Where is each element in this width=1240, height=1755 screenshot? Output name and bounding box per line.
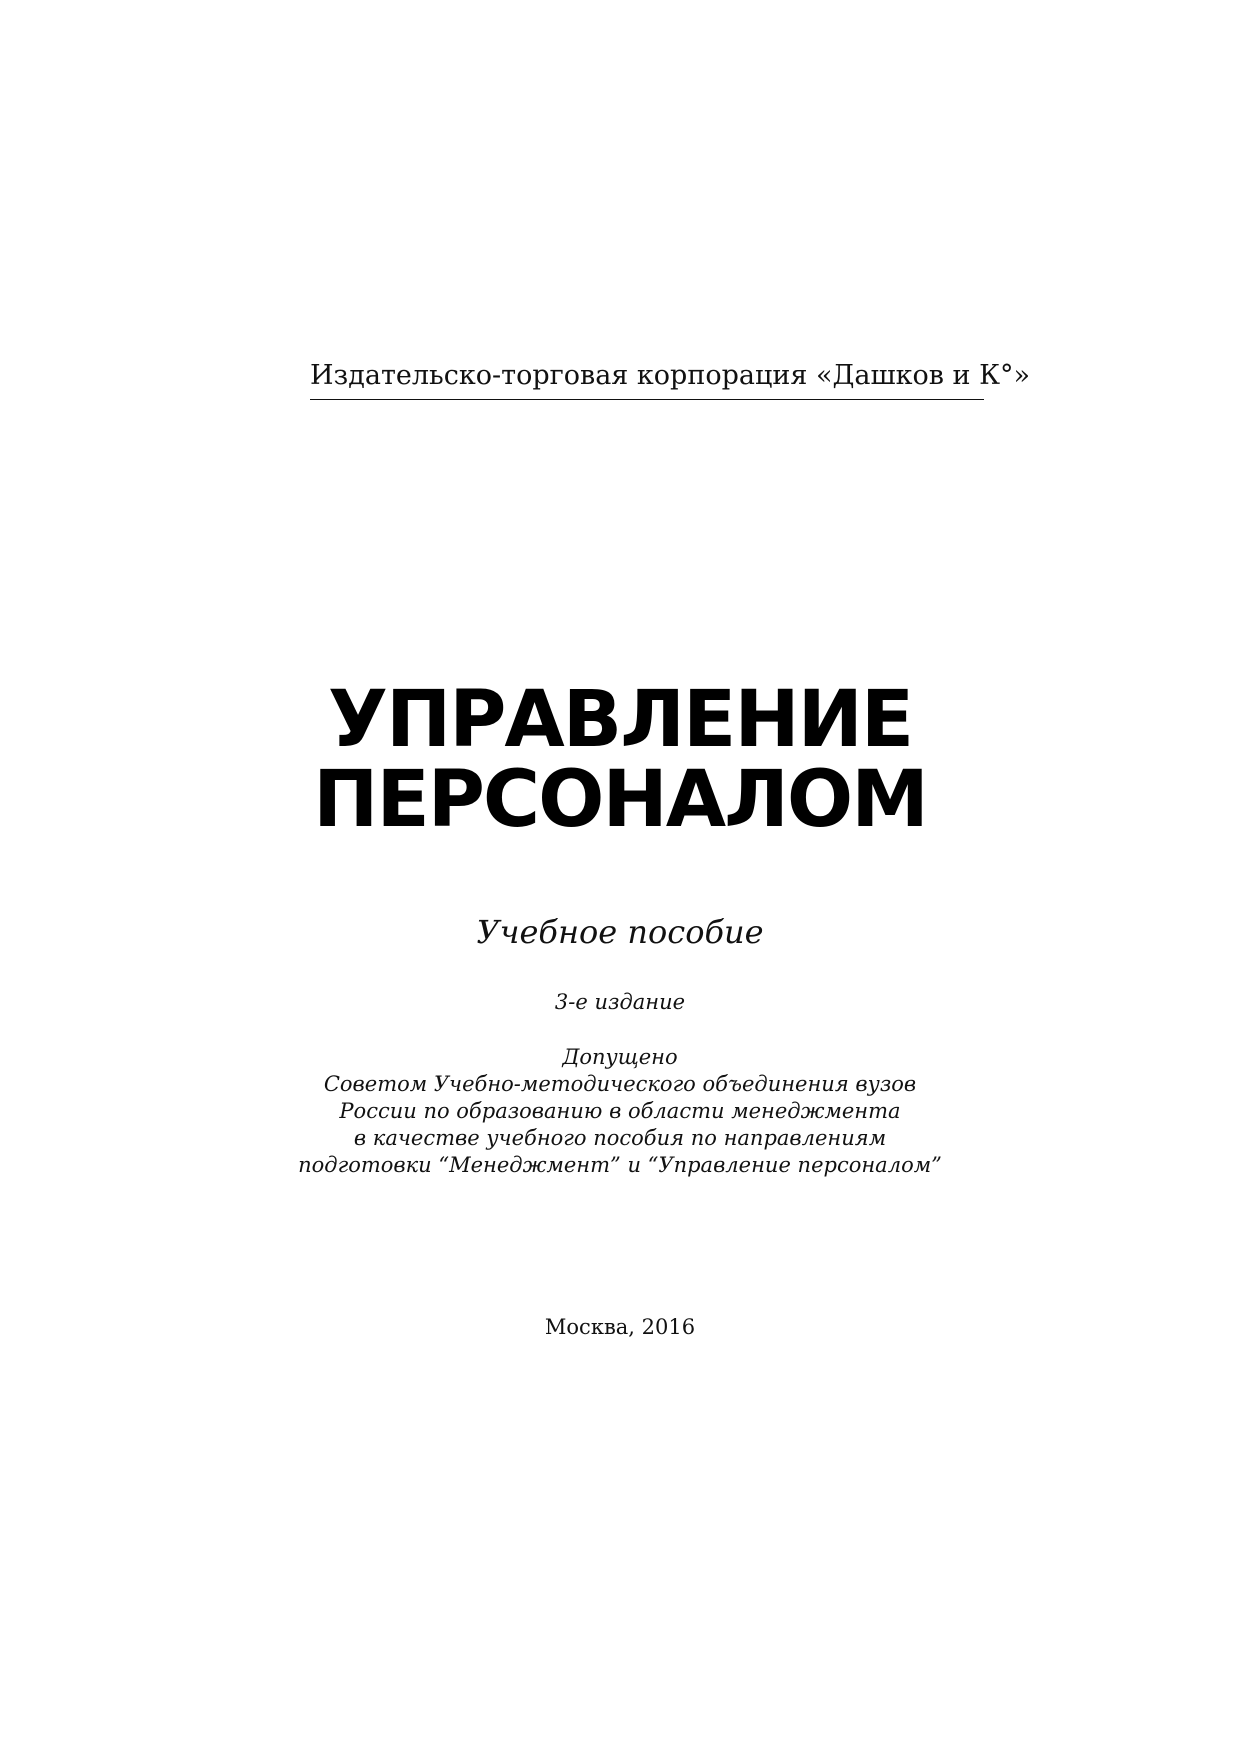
edition-note: 3-е издание [554,990,686,1014]
publisher-name: Издательско-торговая корпорация «Дашков и К°» [310,360,1031,391]
approval-line: подготовки “Менеджмент” и “Управление персоналом” [298,1153,942,1177]
book-title [120,675,1120,845]
book-subtitle: Учебное пособие [476,913,764,951]
approval-statement [220,1044,1020,1179]
publication-place-year: Москва, 2016 [544,1315,696,1339]
approval-line: Советом Учебно-методического объединения вузов [323,1072,917,1096]
publisher-underline [310,399,984,400]
approval-line: Допущено [562,1045,678,1069]
approval-line: в качестве учебного пособия по направлениям [353,1126,887,1150]
book-title-line-1: УПРАВЛЕНИЕ [327,675,913,765]
book-title-line-2: ПЕРСОНАЛОМ [313,755,927,845]
approval-line: России по образованию в области менеджмента [339,1099,901,1123]
